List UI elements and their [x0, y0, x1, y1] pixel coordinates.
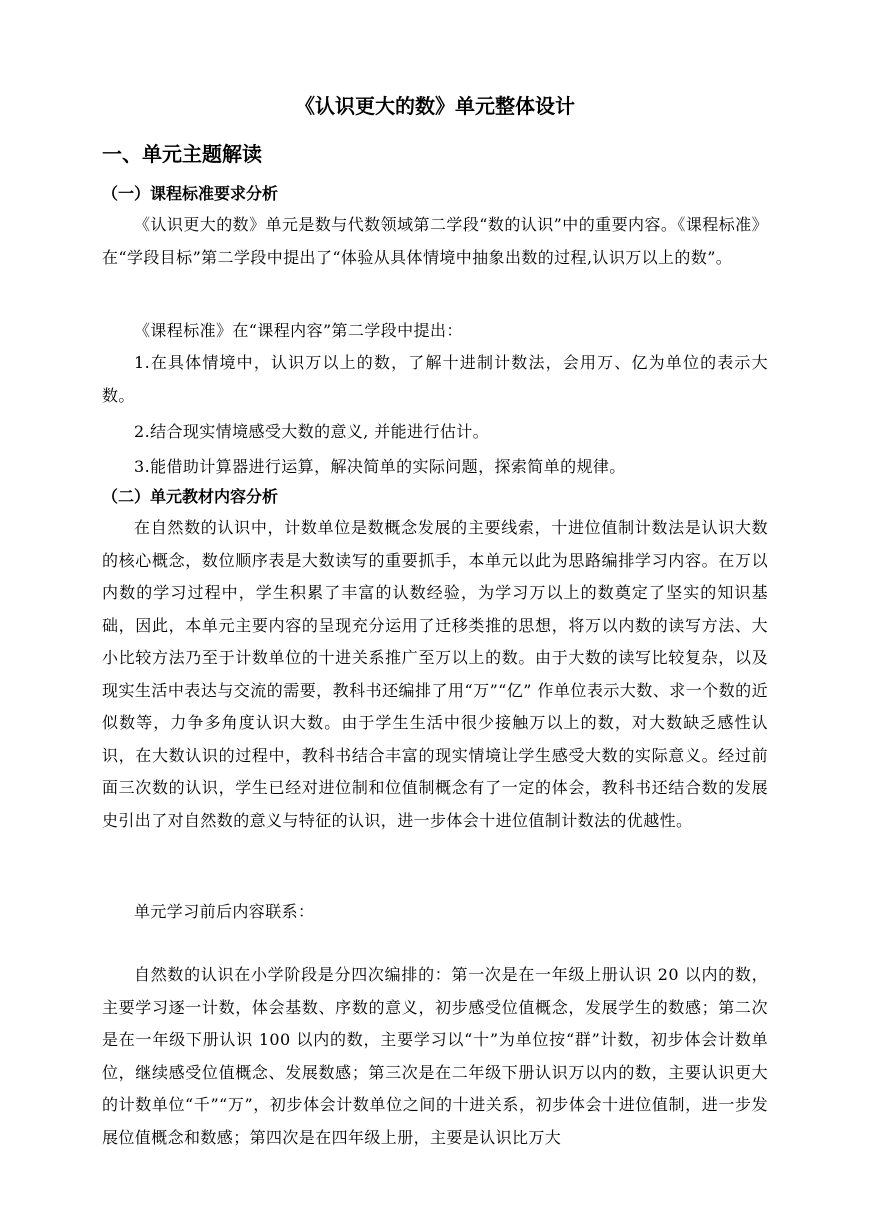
document-title: 《认识更大的数》单元整体设计	[295, 94, 575, 118]
subsection-heading-textbook: （二）单元教材内容分析	[102, 487, 279, 506]
paragraph-curriculum-intro: 《认识更大的数》单元是数与代数领域第二学段“数的认识”中的重要内容。《课程标准》在“学段目标”第二学段中提出了“体验从具体情境中抽象出数的过程,认识万以上的数”。	[102, 215, 768, 267]
paragraph-unit-connection: 单元学习前后内容联系：	[134, 902, 315, 921]
paragraph-curriculum-content: 《课程标准》在“课程内容”第二学段中提出：	[134, 321, 463, 340]
paragraph-requirement-1: 1.在具体情境中，认识万以上的数，了解十进制计数法，会用万、亿为单位的表示大数。	[102, 353, 768, 405]
paragraph-requirement-3: 3.能借助计算器进行运算，解决简单的实际问题，探索简单的规律。	[134, 457, 626, 476]
paragraph-requirement-2: 2.结合现实情境感受大数的意义, 并能进行估计。	[134, 422, 490, 441]
subsection-heading-curriculum: （一）课程标准要求分析	[102, 184, 279, 203]
paragraph-natural-number-stages: 自然数的认识在小学阶段是分四次编排的：第一次是在一年级上册认识 20 以内的数，主要学习逐一计数，体会基数、序数的意义，初步感受位值概念，发展学生的数感；第二次是在一年级下册认识 100 以内的数，主要学习以“十”为单位按“群”计数，初步体会计数单位，继续感受位值概念、发展数感；第三次是在二年级下册认识万以内的数，主要认识更大的计数单位“千”“万”，初步体会计数单位之间的十进关系，初步体会十进位值制，进一步发展位值概念和数感；第四次是在四年级上册，主要是认识比万大	[102, 965, 768, 1147]
section-heading-unit-theme: 一、单元主题解读	[102, 142, 262, 166]
paragraph-textbook-analysis: 在自然数的认识中，计数单位是数概念发展的主要线索，十进位值制计数法是认识大数的核心概念，数位顺序表是大数读写的重要抓手，本单元以此为思路编排学习内容。在万以内数的学习过程中，学生积累了丰富的认数经验，为学习万以上的数奠定了坚实的知识基础，因此，本单元主要内容的呈现充分运用了迁移类推的思想，将万以内数的读写方法、大小比较方法乃至于计数单位的十进关系推广至万以上的数。由于大数的读写比较复杂，以及现实生活中表达与交流的需要，教科书还编排了用“万”“亿” 作单位表示大数、求一个数的近似数等，力争多角度认识大数。由于学生生活中很少接触万以上的数，对大数缺乏感性认识，在大数认识的过程中，教科书结合丰富的现实情境让学生感受大数的实际意义。经过前面三次数的认识，学生已经对进位制和位值制概念有了一定的体会，教科书还结合数的发展史引出了对自然数的意义与特征的认识，进一步体会十进位值制计数法的优越性。	[102, 518, 768, 830]
